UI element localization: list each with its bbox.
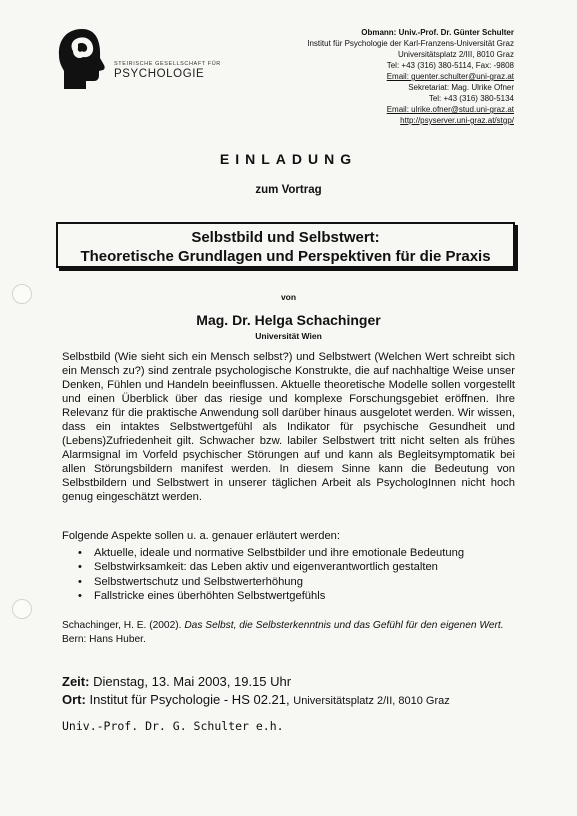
talk-subheading: zum Vortrag [255,184,322,196]
website-link[interactable]: http://psyserver.uni-graz.at/stgp/ [400,116,514,125]
talk-title-line2: Theoretische Grundlagen und Perspektiven für die Praxis [80,248,491,265]
location-address: Universitätsplatz 2/II, 8010 Graz [293,695,450,707]
address-line: Universitätsplatz 2/III, 8010 Graz [397,50,514,59]
phone-line: Tel: +43 (316) 380-5114, Fax: -9808 [386,61,514,70]
reference-author: Schachinger, H. E. (2002). [62,620,182,631]
list-item: • Aktuelle, ideale und normative Selbstbilder und ihre emotionale Bedeutung [78,546,464,560]
time-label: Zeit: [62,674,90,689]
list-item: • Selbstwirksamkeit: das Leben aktiv und eigenverantwortlich gestalten [78,560,464,574]
list-item: • Fallstricke eines überhöhten Selbstwertgefühls [78,589,464,603]
speaker-affiliation: Universität Wien [255,331,322,341]
society-name-small: STEIRISCHE GESELLSCHAFT FÜR [114,61,221,67]
aspects-intro: Folgende Aspekte sollen u. a. genauer erläutert werden: [62,530,341,542]
speaker-name: Mag. Dr. Helga Schachinger [196,312,381,328]
time-value: Dienstag, 13. Mai 2003, 19.15 Uhr [93,674,292,689]
institute-line: Institut für Psychologie der Karl-Franzens-Universität Graz [307,39,514,48]
event-time [62,674,291,689]
list-item: • Selbstwertschutz und Selbstwerterhöhung [78,575,464,589]
talk-title-line1: Selbstbild und Selbstwert: [191,229,380,246]
contact-block [307,27,514,126]
secretary-line: Sekretariat: Mag. Ulrike Ofner [408,83,514,92]
society-name-big: PSYCHOLOGIE [114,68,205,80]
event-location [62,692,450,707]
signature-line: Univ.-Prof. Dr. G. Schulter e.h. [62,719,284,733]
secretary-phone-line: Tel: +43 (316) 380-5134 [428,94,514,103]
email-link-chairman[interactable]: Email: guenter.schulter@uni-graz.at [386,72,514,81]
chairman-line: Obmann: Univ.-Prof. Dr. Günter Schulter [361,28,514,37]
by-label: von [280,292,297,302]
head-profile-icon [56,27,112,97]
literature-reference [62,619,512,647]
aspects-list [78,546,464,603]
email-link-secretary[interactable]: Email: ulrike.ofner@stud.uni-graz.at [386,105,514,114]
reference-work: Das Selbst, die Selbsterkenntnis und das Gefühl für den eigenen Wert. [184,620,504,631]
invitation-heading: EINLADUNG [219,151,358,167]
society-logo [56,27,226,97]
location-label: Ort: [62,692,86,707]
reference-publisher: Bern: Hans Huber. [62,634,146,645]
punch-hole-bottom [12,599,32,619]
abstract-text: Selbstbild (Wie sieht sich ein Mensch selbst?) und Selbstwert (Welchen Wert schreibt sich ein Mensch zu?) sind zentrale psychologische Konstrukte, die auf nachhaltige Weise unser Denken, Fühlen und Handeln beeinflussen. Aktuelle theoretische Modelle sollen vorgestellt und einen Überblick über das riesige und komplexe Forschungsgebiet eröffnen. Ihre Relevanz für die praktische Anwendung soll darüber hinaus ausgelotet werden. Wir wissen, dass ein intaktes Selbstwertgefühl als Indikator für psychische Gesundheit und (Lebens)Zufriedenheit gilt. Schwacher bzw. labiler Selbstwert tritt nicht selten als frühes Alarmsignal im Vorfeld psychischer Störungen auf und kann als Begleitsymptomatik bei allen Störungsbildern manifest werden. In diesem Sinne kann die Bedeutung von Selbstbildern und Selbstwert in unserer täglichen Arbeit als PsychologInnen nicht hoch genug eingeschätzt werden. [62,351,515,503]
talk-title-box [56,222,515,268]
location-value: Institut für Psychologie - HS 02.21, [89,692,290,707]
